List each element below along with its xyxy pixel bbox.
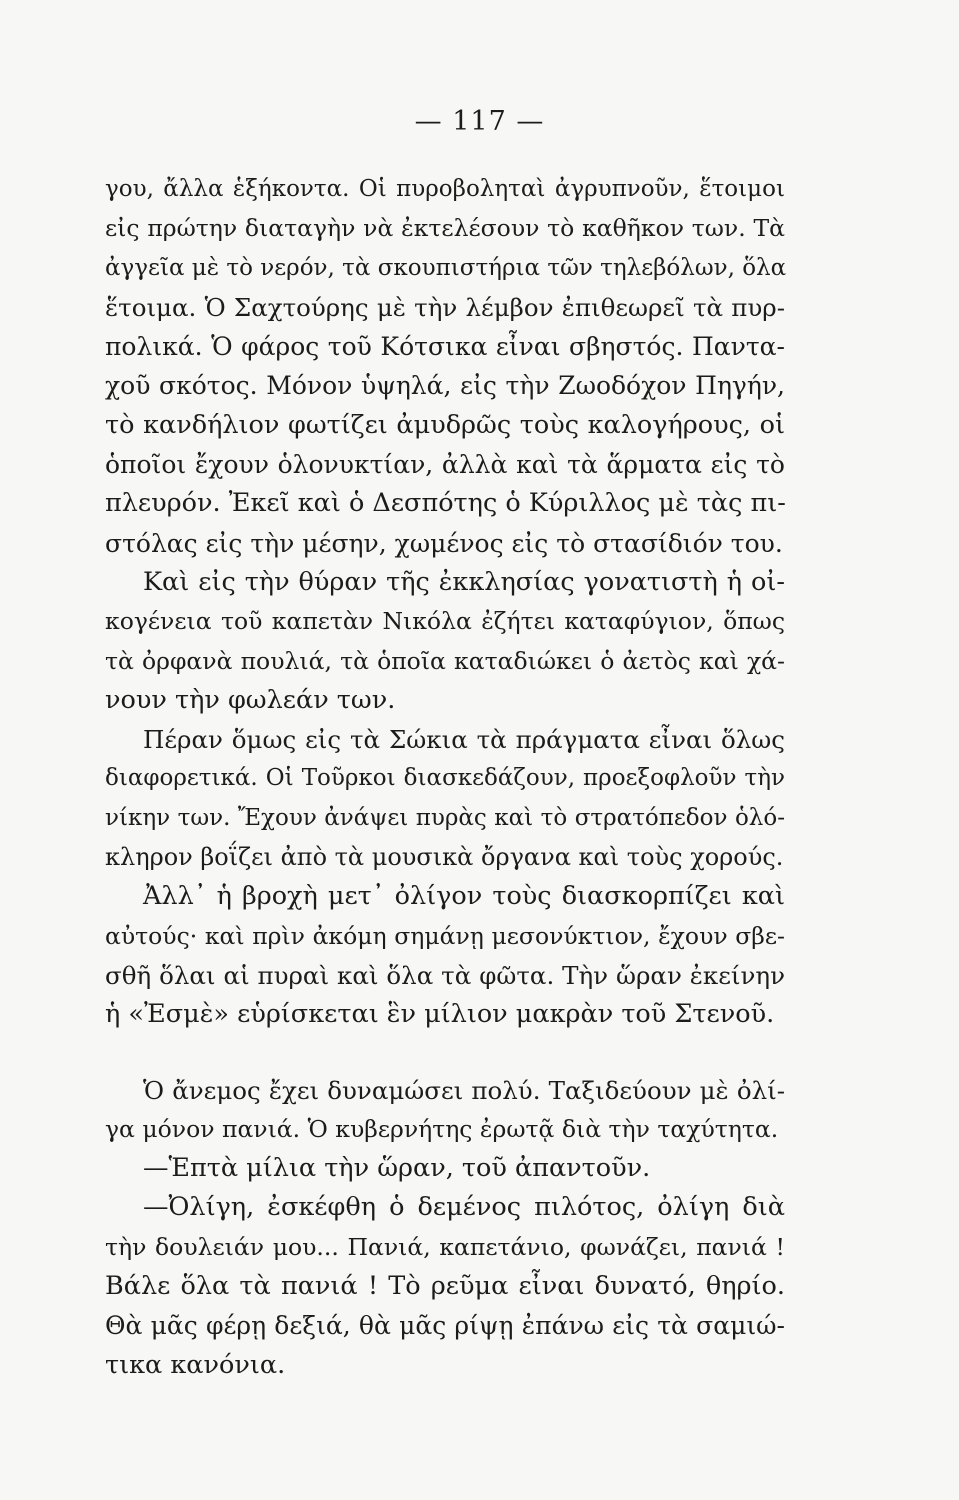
text-line: Ὁ ἄνεμος ἔχει δυναμώσει πολύ. Ταξιδεύουν μὲ ὀλί- [143,1075,785,1105]
text-line: εἰς πρώτην διαταγὴν νὰ ἐκτελέσουν τὸ καθῆκον των. Τὰ [105,214,785,243]
text-line: κληρον βοΐζει ἀπὸ τὰ μουσικὰ ὄργανα καὶ τοὺς χορούς. [105,843,784,872]
text-line: νουν τὴν φωλεάν των. [105,684,396,715]
text-line: σθῆ ὅλαι αἱ πυραὶ καὶ ὅλα τὰ φῶτα. Τὴν ὥραν ἐκείνην [105,960,785,990]
text-line: ὁποῖοι ἔχουν ὁλονυκτίαν, ἀλλὰ καὶ τὰ ἅρματα εἰς τὸ [105,450,785,480]
text-line: Βάλε ὅλα τὰ πανιά ! Τὸ ρεῦμα εἶναι δυνατό, θηρίο. [105,1271,785,1302]
dialog-line: —Ὀλίγη, ἐσκέφθη ὁ δεμένος πιλότος, ὀλίγη διὰ [143,1192,785,1223]
text-line: πολικά. Ὁ φάρος τοῦ Κότσικα εἶναι σβηστός. Παντα- [105,332,785,362]
text-line: γου, ἄλλα ἑξήκοντα. Οἱ πυροβοληταὶ ἀγρυπνοῦν, ἕτοιμοι [105,176,785,202]
text-line: ἡ «Ἐσμὲ» εὑρίσκεται ἓν μίλιον μακρὰν τοῦ Στενοῦ. [105,999,775,1030]
text-line: πλευρόν. Ἐκεῖ καὶ ὁ Δεσπότης ὁ Κύριλλος μὲ τὰς πι- [105,488,786,519]
text-line: γα μόνον πανιά. Ὁ κυβερνήτης ἐρωτᾷ διὰ τὴν ταχύτητα. [105,1114,779,1143]
text-line: Καὶ εἰς τὴν θύραν τῆς ἐκκλησίας γονατιστὴ ἡ οἰ- [143,566,785,597]
text-line: ἕτοιμα. Ὁ Σαχτούρης μὲ τὴν λέμβον ἐπιθεωρεῖ τὰ πυρ- [105,292,785,322]
body-text [105,170,785,1385]
text-line: Πέραν ὅμως εἰς τὰ Σώκια τὰ πράγματα εἶναι ὅλως [143,725,785,755]
text-line: τὴν δουλειάν μου... Πανιά, καπετάνιο, φωνάζει, πανιά ! [105,1232,785,1261]
text-line: ἀγγεῖα μὲ τὸ νερόν, τὰ σκουπιστήρια τῶν τηλεβόλων, ὅλα [105,254,787,281]
text-line: τὰ ὀρφανὰ πουλιά, τὰ ὁποῖα καταδιώκει ὁ ἀετὸς καὶ χά- [105,646,785,675]
text-line: Ἀλλ᾽ ἡ βροχὴ μετ᾽ ὀλίγον τοὺς διασκορπίζει καὶ [143,881,785,912]
text-line: Θὰ μᾶς φέρῃ δεξιά, θὰ μᾶς ρίψῃ ἐπάνω εἰς τὰ σαμιώ- [105,1311,785,1341]
page-number: — 117 — [414,106,545,137]
text-line: χοῦ σκότος. Μόνον ὑψηλά, εἰς τὴν Ζωοδόχον Πηγήν, [105,371,785,401]
text-line: κογένεια τοῦ καπετὰν Νικόλα ἐζήτει καταφύγιον, ὅπως [105,607,785,636]
text-line: νίκην των. Ἔχουν ἀνάψει πυρὰς καὶ τὸ στρατόπεδον ὁλό- [105,804,785,831]
text-line: τὸ κανδήλιον φωτίζει ἀμυδρῶς τοὺς καλογήρους, οἱ [105,409,785,440]
text-line: τικα κανόνια. [105,1349,286,1380]
dialog-line: —Ἑπτὰ μίλια τὴν ὥραν, τοῦ ἀπαντοῦν. [143,1153,651,1184]
text-line: αὐτούς· καὶ πρὶν ἀκόμη σημάνῃ μεσονύκτιον, ἔχουν σβε- [105,921,785,950]
text-line: στόλας εἰς τὴν μέσην, χωμένος εἰς τὸ στασίδιόν του. [105,528,783,558]
section-gap [105,1035,785,1071]
text-line: διαφορετικά. Οἱ Τοῦρκοι διασκεδάζουν, προεξοφλοῦν τὴν [105,765,785,792]
